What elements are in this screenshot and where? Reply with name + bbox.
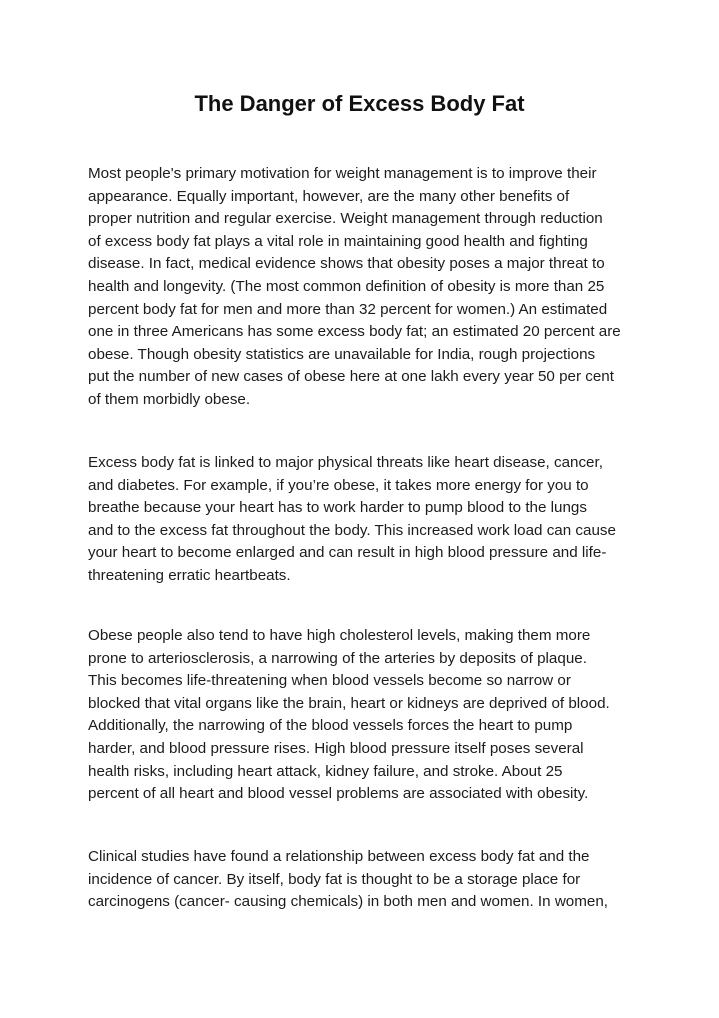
text-line: and to the excess fat throughout the body. This increased work load can cause xyxy=(88,521,616,539)
text-line: Clinical studies have found a relationship between excess body fat and the xyxy=(88,848,590,865)
document-title: The Danger of Excess Body Fat xyxy=(194,91,525,116)
text-line: disease. In fact, medical evidence shows that obesity poses a major threat to xyxy=(88,255,605,273)
text-line: blocked that vital organs like the brain, heart or kidneys are deprived of blood. xyxy=(88,694,610,712)
paragraph-3 xyxy=(88,625,643,806)
text-line: carcinogens (cancer- causing chemicals) in both men and women. In women, xyxy=(88,893,609,911)
text-line: This becomes life-threatening when blood vessels become so narrow or xyxy=(88,672,571,690)
text-line: proper nutrition and regular exercise. Weight management through reduction xyxy=(88,210,603,228)
text-line: incidence of cancer. By itself, body fat is thought to be a storage place for xyxy=(88,870,581,888)
text-line: health risks, including heart attack, kidney failure, and stroke. About 25 xyxy=(88,762,563,780)
text-line: appearance. Equally important, however, are the many other benefits of xyxy=(88,187,570,205)
text-line: breathe because your heart has to work harder to pump blood to the lungs xyxy=(88,499,587,517)
paragraph-4 xyxy=(88,846,643,914)
text-line: of excess body fat plays a vital role in maintaining good health and fighting xyxy=(88,232,588,250)
text-line: harder, and blood pressure rises. High blood pressure itself poses several xyxy=(88,739,584,757)
text-line: obese. Though obesity statistics are unavailable for India, rough projections xyxy=(88,345,596,363)
text-line: prone to arteriosclerosis, a narrowing of the arteries by deposits of plaque. xyxy=(88,649,587,667)
text-line: health and longevity. (The most common definition of obesity is more than 25 xyxy=(88,277,605,295)
text-line: Additionally, the narrowing of the blood vessels forces the heart to pump xyxy=(88,717,573,735)
text-line: put the number of new cases of obese here at one lakh every year 50 per cent xyxy=(88,368,614,386)
text-line: Obese people also tend to have high cholesterol levels, making them more xyxy=(88,627,591,644)
text-line: threatening erratic heartbeats. xyxy=(88,566,291,584)
text-line: and diabetes. For example, if you’re obese, it takes more energy for you to xyxy=(88,476,589,494)
paragraph-1 xyxy=(88,163,643,412)
text-line: of them morbidly obese. xyxy=(88,390,251,408)
text-line: Most people's primary motivation for weight management is to improve their xyxy=(88,165,597,182)
text-line: percent body fat for men and more than 32 percent for women.) An estimated xyxy=(88,300,608,318)
text-line: one in three Americans has some excess body fat; an estimated 20 percent are xyxy=(88,323,621,341)
text-line: percent of all heart and blood vessel problems are associated with obesity. xyxy=(88,785,589,803)
text-line: your heart to become enlarged and can result in high blood pressure and life- xyxy=(88,544,607,562)
paragraph-2 xyxy=(88,452,643,588)
text-line: Excess body fat is linked to major physical threats like heart disease, cancer, xyxy=(88,454,603,471)
